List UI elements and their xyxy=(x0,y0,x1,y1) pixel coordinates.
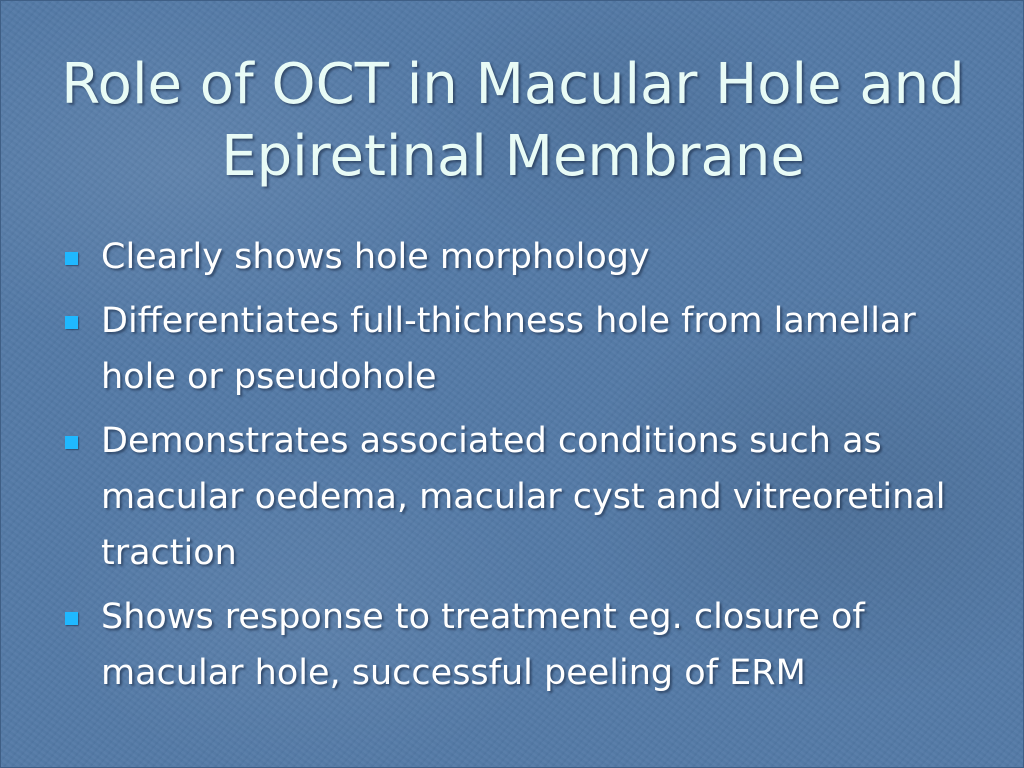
bullet-item xyxy=(61,293,971,405)
bullet-item xyxy=(61,229,971,285)
slide-title: Role of OCT in Macular Hole and Epiretinal Membrane xyxy=(61,52,965,189)
bullet-item xyxy=(61,413,971,581)
square-bullet-icon xyxy=(65,252,78,265)
bullet-list xyxy=(61,229,971,709)
bullet-text: Shows response to treatment eg. closure of macular hole, successful peeling of ERM xyxy=(101,597,865,693)
square-bullet-icon xyxy=(65,316,78,329)
bullet-text: Clearly shows hole morphology xyxy=(101,237,650,277)
bullet-text: Differentiates full-thichness hole from lamellar hole or pseudohole xyxy=(101,301,916,397)
bullet-text: Demonstrates associated conditions such as macular oedema, macular cyst and vitreoretinal traction xyxy=(101,421,946,573)
square-bullet-icon xyxy=(65,436,78,449)
bullet-item xyxy=(61,589,971,701)
square-bullet-icon xyxy=(65,612,78,625)
